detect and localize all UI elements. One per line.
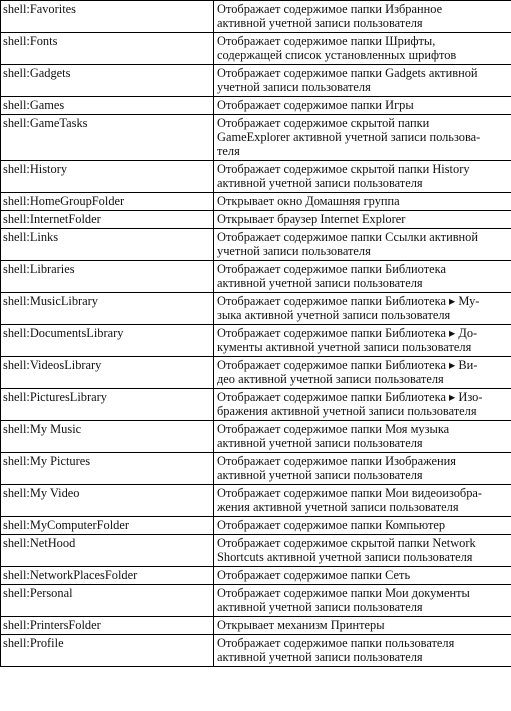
table-row	[1, 261, 511, 293]
table-row	[1, 193, 511, 211]
command-cell: shell:Personal	[1, 585, 214, 617]
command-cell: shell:MusicLibrary	[1, 293, 214, 325]
command-cell: shell:Links	[1, 229, 214, 261]
command-cell: shell:DocumentsLibrary	[1, 325, 214, 357]
description-cell: Отображает содержимое папки Изображения активной учетной записи пользователя	[214, 453, 511, 485]
command-cell: shell:My Pictures	[1, 453, 214, 485]
description-cell: Отображает содержимое папки Библиотека ▸ До- кументы активной учетной записи пользователя	[214, 325, 511, 357]
table-row	[1, 585, 511, 617]
command-cell: shell:Libraries	[1, 261, 214, 293]
table-row	[1, 229, 511, 261]
description-cell: Отображает содержимое папки Избранное активной учетной записи пользователя	[214, 1, 511, 33]
table-row	[1, 567, 511, 585]
command-cell: shell:PrintersFolder	[1, 617, 214, 635]
command-cell: shell:My Video	[1, 485, 214, 517]
description-cell: Отображает содержимое папки Gadgets активной учетной записи пользователя	[214, 65, 511, 97]
description-cell: Отображает содержимое папки Библиотека ▸ Ви- део активной учетной записи пользователя	[214, 357, 511, 389]
command-cell: shell:MyComputerFolder	[1, 517, 214, 535]
table-row	[1, 617, 511, 635]
table-row	[1, 535, 511, 567]
description-cell: Отображает содержимое папки Библиотека ▸ Изо- бражения активной учетной записи пользователя	[214, 389, 511, 421]
description-cell: Отображает содержимое папки Библиотека ▸ Му- зыка активной учетной записи пользователя	[214, 293, 511, 325]
table-row	[1, 453, 511, 485]
description-cell: Отображает содержимое папки Шрифты, содержащей список установленных шрифтов	[214, 33, 511, 65]
table-row	[1, 293, 511, 325]
table-row	[1, 161, 511, 193]
description-cell: Отображает содержимое папки пользователя активной учетной записи пользователя	[214, 635, 511, 667]
description-cell: Отображает содержимое скрытой папки Network Shortcuts активной учетной записи пользователя	[214, 535, 511, 567]
command-cell: shell:Gadgets	[1, 65, 214, 97]
table-row	[1, 517, 511, 535]
table-row	[1, 211, 511, 229]
command-cell: shell:Fonts	[1, 33, 214, 65]
description-cell: Отображает содержимое папки Библиотека активной учетной записи пользователя	[214, 261, 511, 293]
command-cell: shell:History	[1, 161, 214, 193]
description-cell: Отображает содержимое скрытой папки GameExplorer активной учетной записи пользова- теля	[214, 115, 511, 161]
table-row	[1, 357, 511, 389]
description-cell: Отображает содержимое папки Моя музыка активной учетной записи пользователя	[214, 421, 511, 453]
table-row	[1, 421, 511, 453]
description-cell: Отображает содержимое папки Игры	[214, 97, 511, 115]
description-cell: Отображает содержимое папки Компьютер	[214, 517, 511, 535]
description-cell: Отображает содержимое папки Ссылки активной учетной записи пользователя	[214, 229, 511, 261]
table-row	[1, 115, 511, 161]
table-row	[1, 97, 511, 115]
table-body	[1, 1, 511, 667]
command-cell: shell:NetHood	[1, 535, 214, 567]
command-cell: shell:PicturesLibrary	[1, 389, 214, 421]
command-cell: shell:InternetFolder	[1, 211, 214, 229]
command-cell: shell:HomeGroupFolder	[1, 193, 214, 211]
description-cell: Открывает механизм Принтеры	[214, 617, 511, 635]
table-row	[1, 635, 511, 667]
command-cell: shell:Profile	[1, 635, 214, 667]
table-row	[1, 325, 511, 357]
table-row	[1, 485, 511, 517]
command-cell: shell:NetworkPlacesFolder	[1, 567, 214, 585]
description-cell: Открывает браузер Internet Explorer	[214, 211, 511, 229]
description-cell: Отображает содержимое скрытой папки History активной учетной записи пользователя	[214, 161, 511, 193]
command-cell: shell:Favorites	[1, 1, 214, 33]
table-row	[1, 33, 511, 65]
command-cell: shell:Games	[1, 97, 214, 115]
table-row	[1, 389, 511, 421]
description-cell: Отображает содержимое папки Сеть	[214, 567, 511, 585]
description-cell: Отображает содержимое папки Мои видеоизобра- жения активной учетной записи пользователя	[214, 485, 511, 517]
command-cell: shell:VideosLibrary	[1, 357, 214, 389]
description-cell: Открывает окно Домашняя группа	[214, 193, 511, 211]
table-row	[1, 1, 511, 33]
table-row	[1, 65, 511, 97]
description-cell: Отображает содержимое папки Мои документы активной учетной записи пользователя	[214, 585, 511, 617]
command-cell: shell:My Music	[1, 421, 214, 453]
command-cell: shell:GameTasks	[1, 115, 214, 161]
